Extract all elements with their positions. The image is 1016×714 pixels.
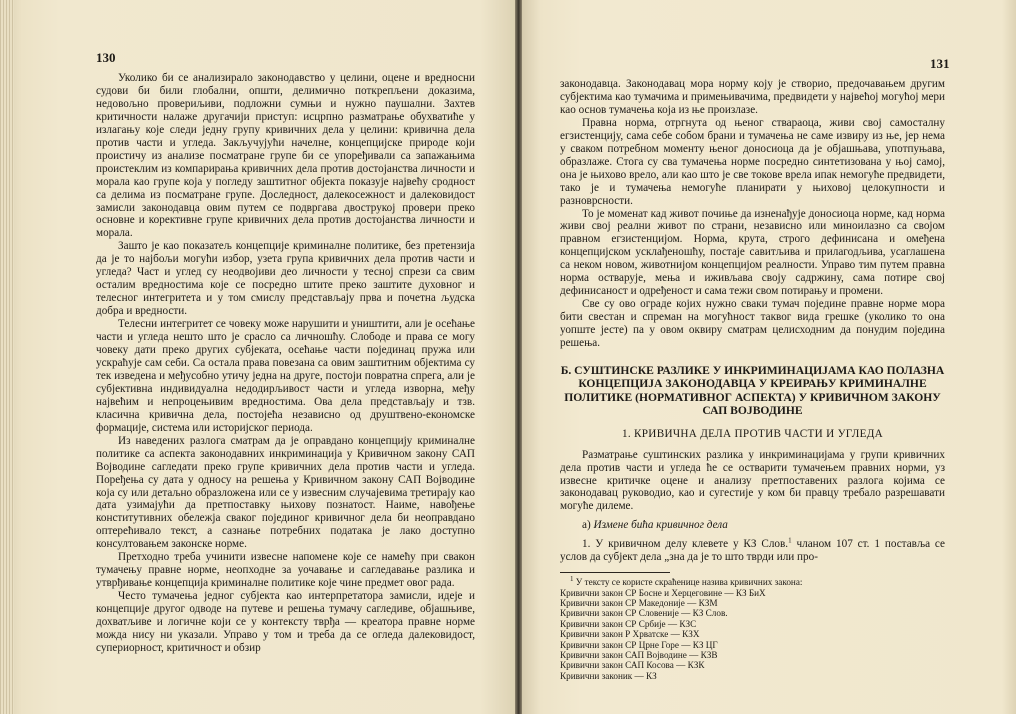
footnote-intro <box>560 577 945 587</box>
footnote-line: Кривични закон СР Македоније — КЗМ <box>560 598 718 609</box>
footnote-rule <box>560 572 670 573</box>
paragraph <box>560 538 945 564</box>
footnote-line: Кривични законик — КЗ <box>560 670 657 681</box>
book-gutter <box>515 0 522 714</box>
footnotes <box>560 577 945 681</box>
paragraph: Све су ово ограде којих нужно сваки тумач појединe правне норме мора бити свестан и спреман на могућност таквог вида грешке (уколико то она уопште јесте) па у овом оквиру сматрам целисходним да понудим поједина решења. <box>560 298 945 350</box>
paragraph: Разматрање суштинских разлика у инкриминацијама у групи кривичних дела против части и угледа ће се остварити тумачењем правних норми, уз извесне критичке оцене и анализу претпоставених разлога којима се законодавац руководио, као и сугестије у ком би правцу требало разрешавати могуће дилеме. <box>560 448 945 513</box>
page-edge-stack <box>0 0 14 714</box>
footnote-line: Кривични закон Р Хрватске — КЗХ <box>560 629 700 640</box>
subsection-label: а) <box>582 519 591 532</box>
page-number: 131 <box>930 56 950 71</box>
paragraph: Претходно треба учинити извесне напомене које се намећу при свакон тумачењу правне норме, неопходне за уочавање и сагледавање разлика и утврђивање концепција криминалне политике које чине предмет овог рада. <box>96 551 475 590</box>
section-heading: Б. СУШТИНСКЕ РАЗЛИКЕ У ИНКРИМИНАЦИЈАМА КАО ПОЛАЗНА КОНЦЕПЦИЈА ЗАКОНОДАВЦА У КРЕИРАЊУ КРИМИНАЛНЕ ПОЛИТИКЕ (НОРМАТИВНОГ АСПЕКТА) У КРИВИЧНОМ ЗАКОНУ САП ВОЈВОДИНЕ <box>560 364 945 418</box>
footnote-line: Кривични закон СР Црне Горе — КЗ ЦГ <box>560 639 718 650</box>
footnote-line: Кривични закон САП Косова — КЗК <box>560 660 705 671</box>
paragraph: Зашто је као показатељ концепције криминалне политике, без претензија да је то најбољи могући избор, узета група кривичних дела против части и угледа? Част и углед су неодвојиви део личности у тесној спрези са свим осталим вредностима које се посредно штите преко заштите духовног и телесног интегритета и у том смислу представљају прва и почетна људска добра и вредности. <box>96 240 475 318</box>
subsection-heading: 1. КРИВИЧНА ДЕЛА ПРОТИВ ЧАСТИ И УГЛЕДА <box>621 427 884 440</box>
left-body-text <box>96 72 475 655</box>
footnote-line: Кривични закон СР Словеније — КЗ Слов. <box>560 608 728 619</box>
paragraph: Често тумачења једног субјекта као интерпретатора замисли, идеје и концепције другог одводе на путеве и решења тумачу сагледиве, објашњиве, дохватљиве и логичне који се у контексту тврђа — креатора правне норме можда нису ни указали. Управо у том и треба да се огледа далековидост, супериорност, критичност и обзир <box>96 590 475 654</box>
footnote-ref: 1 <box>788 536 792 545</box>
paragraph: Правна норма, отргнута од њеног ствараоца, живи свој самосталну егзистенцију, сама себе собом брани и тумачења не саме извиру из ње, јер нема у сваком потребном моменту њеног доносиоца да је објашњава, употпуњава, образлаже. Стога су сва тумачења норме посредно синтетизована у њој самој, она је њихово врело, али као што је све токове врела ипак немогуће предвидети, тако је и тумачења немогуће планирати у њиховој целокупности и разноврсности. <box>560 116 945 207</box>
footnote-intro-text: У тексту се користе скраћенице назива кривичних закона: <box>573 577 803 588</box>
right-body-text <box>560 78 945 681</box>
paragraph-text-b: чланом 107 ст. 1 постављa се услов да субјект дела „зна да је то што тврди или про- <box>560 538 945 564</box>
footnote-line: Кривични закон СР Босне и Херцеговине — КЗ БиХ <box>560 587 766 598</box>
paragraph: Из наведених разлога сматрам да је оправдано концепцију криминалне политике са аспекта законодавних инкриминација у Кривичном закону САП Војводине сагледати преко групе кривичних дела против части и угледа. Поређења су дата у односу на решења у Кривичном закону САП Војводине која су или детаљно образложена или се у извесним случајевима третирају као дата узимајући да претпоставку њихову познатост. Наиме, навођење конститутивних обележја сваког појединог кривичног дела би неоправдано оптерећивало текст, а сазнање потребних података је лако доступно консултовањем законске норме. <box>96 434 475 551</box>
paragraph: Уколико би се анализирало законодавство у целини, оцене и вредносни судови би били глобални, општи, делимично поткрепљени доказима, недовољно провериљиви, подложни сумњи и нужно паушални. Захтев критичности налаже другачији приступ: исцрпно разматрање обухватиће у излагању које следи једну групу кривичних дела у целини: кривична дела против части и угледа. Закључујући начелне, концепцијске природе који проистичу из анализе посматране групе би се упоређивали са запажањима проистеклим из компарирања кривичних дела против достојанства личности и морала као групе која у погледу заштитног објекта показује највећу сродност са делима из посматране групе. Доследност, далекосежност и далековидост замисли законодавца овим путем се подвргава двострукој провери преко основне и корективне групе кривичних дела против достојанства личности и морала. <box>96 72 475 240</box>
subsection-title <box>582 519 945 532</box>
footnote-mark: 1 <box>570 575 574 584</box>
paragraph: Телесни интегритет се човеку може нарушити и уништити, али је осећање части и угледа нешто што је срасло са личношћу. Слободе и права се могу човеку дати преко других субјеката, осећање части појединац пружа или ускраћује сам себи. Са остала права повезана са овим заштитним објектима су тек изведена и међусобно утичу једна на друге, постоји повратна спрега, али је субјективна индивидуална недодирљивост части и угледа изворна, међу највећим и непроцењивим вредностима. Ова дела представљају и тзв. класична кривична дела, постојећа независно од друштвено-економске формације, система или историјског периода. <box>96 318 475 434</box>
paragraph-text-a: 1. У кривичном делу клевете у КЗ Слов. <box>582 538 789 551</box>
page-number: 130 <box>96 50 116 65</box>
subsection-text: Измене бића кривичног дела <box>593 519 728 532</box>
footnote-line: Кривични закон САП Војводине — КЗВ <box>560 650 718 661</box>
paragraph: То је моменат кад живот почиње да изненађује доносиоца норме, кад норма живи свој реални живот по страни, независно или миноилазно са својом правном егзистенцијом. Норма, крута, строго дефинисана и омеђена концепцијском усклађеношћу, постаје савитљива и прилагодљива, усаглашена са неком новом, животнијом концепцијом реалности. Управо тим путем правна норма остварује, мења и иживљава своју садржину, сама потире свој дефинисаност и одређеност и сама тежи свом потирању и промени. <box>560 207 945 298</box>
footnote-line: Кривични закон СР Србије — КЗС <box>560 618 697 629</box>
paragraph: законодавца. Законодавац мора норму коју је створио, предочавањем другим субјектима као тумачима и примењивачима, предвидети у највећој могућој мери као основ тумачења која из ње произлазе. <box>560 78 945 116</box>
